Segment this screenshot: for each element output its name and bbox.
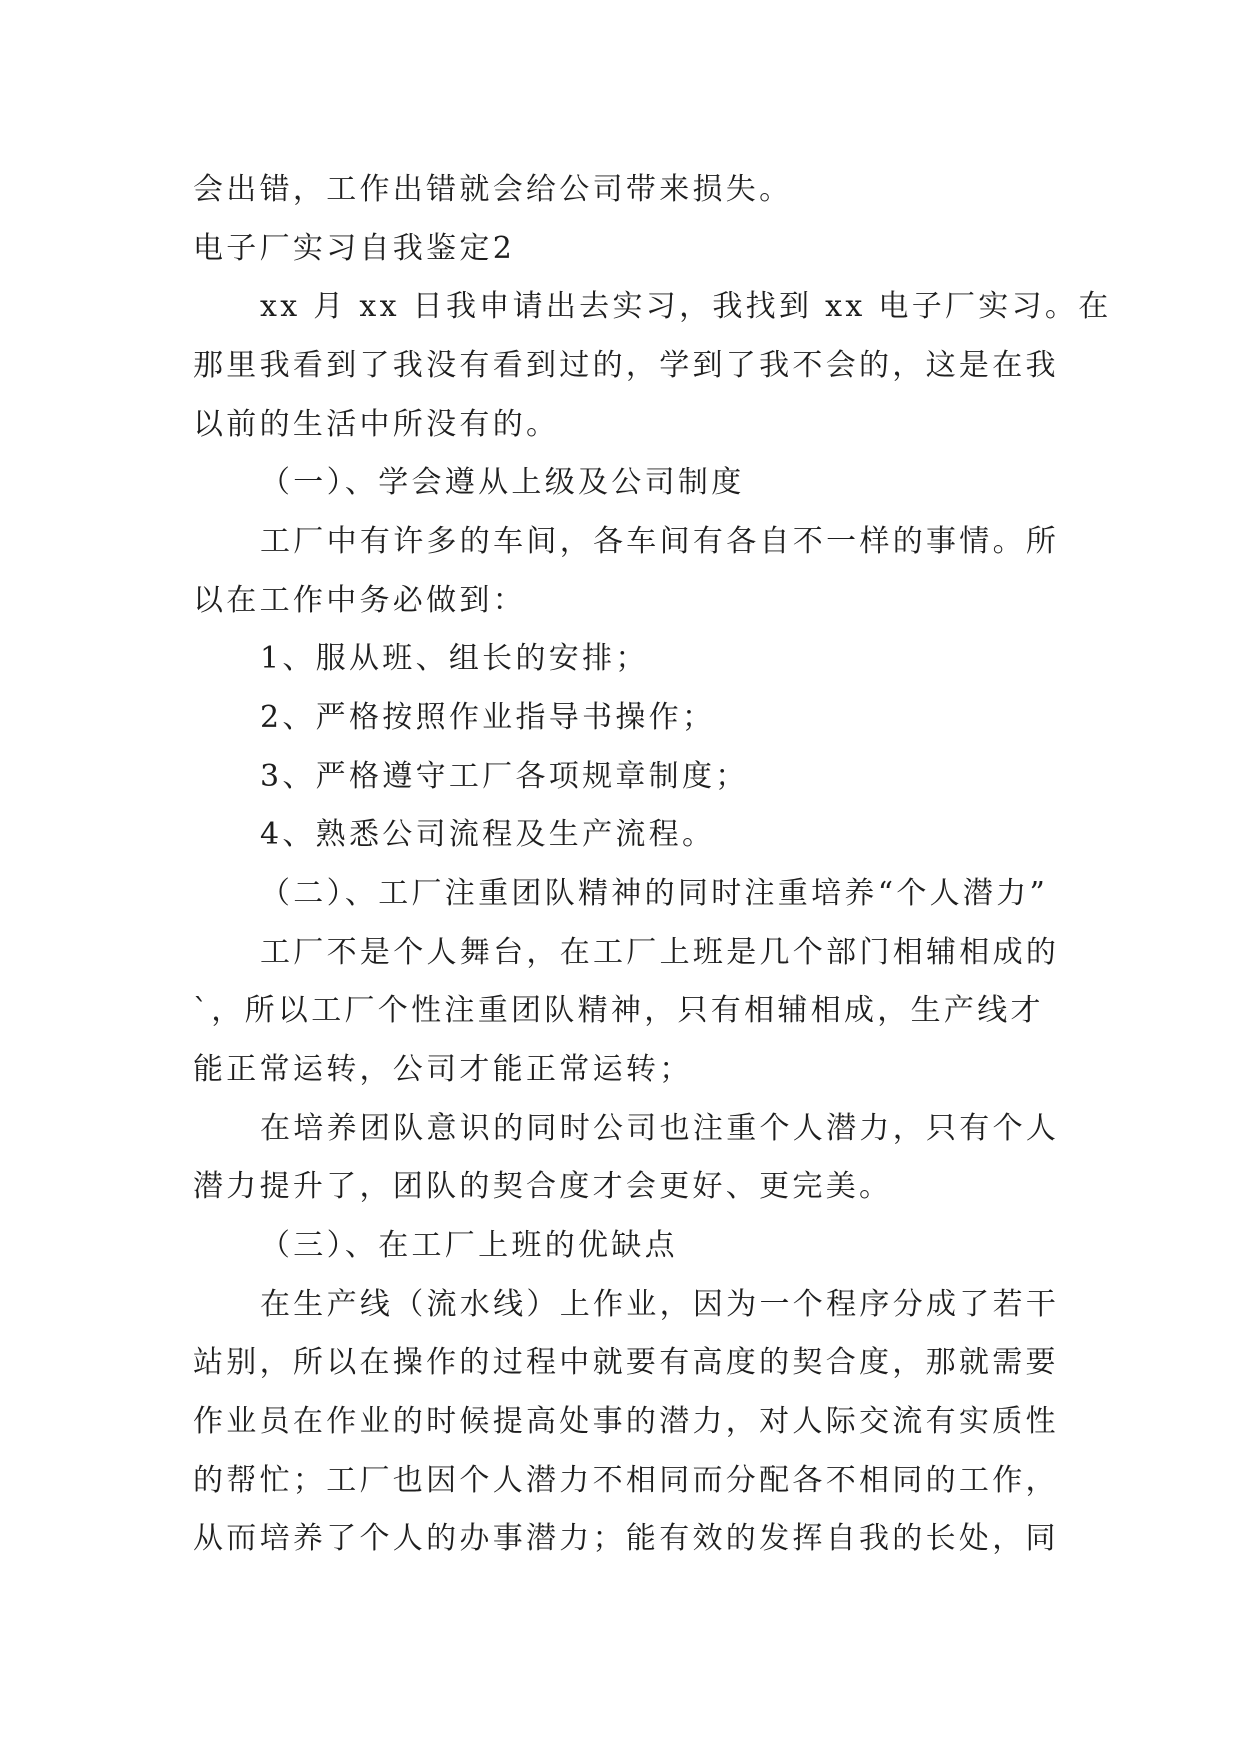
paragraph-first-line: 在培养团队意识的同时公司也注重个人潜力，只有个人 bbox=[260, 1111, 1060, 1146]
paragraph-first-line: xx 月 xx 日我申请出去实习，我找到 xx 电子厂实习。在 bbox=[260, 289, 1112, 324]
text-line: 的帮忙；工厂也因个人潜力不相同而分配各不相同的工作， bbox=[193, 1463, 1059, 1498]
paragraph-first-line: 工厂不是个人舞台，在工厂上班是几个部门相辅相成的 bbox=[260, 935, 1060, 970]
list-item: 2、严格按照作业指导书操作； bbox=[260, 700, 716, 735]
text-line: `，所以工厂个性注重团队精神，只有相辅相成，生产线才 bbox=[193, 993, 1044, 1028]
text-line: 潜力提升了，团队的契合度才会更好、更完美。 bbox=[193, 1169, 893, 1204]
text-line: 作业员在作业的时候提高处事的潜力，对人际交流有实质性 bbox=[193, 1404, 1059, 1439]
text-line: 能正常运转，公司才能正常运转； bbox=[193, 1052, 693, 1087]
list-item: 1、服从班、组长的安排； bbox=[260, 641, 649, 676]
text-line: 以前的生活中所没有的。 bbox=[193, 407, 560, 442]
text-line: 以在工作中务必做到： bbox=[193, 583, 526, 618]
text-line: 会出错，工作出错就会给公司带来损失。 bbox=[193, 172, 793, 207]
list-item: 4、熟悉公司流程及生产流程。 bbox=[260, 817, 716, 852]
text-line: 那里我看到了我没有看到过的，学到了我不会的，这是在我 bbox=[193, 348, 1059, 383]
subheading-3: （三）、在工厂上班的优缺点 bbox=[260, 1228, 678, 1263]
paragraph-first-line: 工厂中有许多的车间，各车间有各自不一样的事情。所 bbox=[260, 524, 1060, 559]
text-line: 从而培养了个人的办事潜力；能有效的发挥自我的长处，同 bbox=[193, 1521, 1059, 1556]
subheading-1: （一）、学会遵从上级及公司制度 bbox=[260, 465, 745, 500]
subheading-2: （二）、工厂注重团队精神的同时注重培养“个人潜力” bbox=[260, 876, 1049, 911]
paragraph-first-line: 在生产线（流水线）上作业，因为一个程序分成了若干 bbox=[260, 1287, 1060, 1322]
section-title: 电子厂实习自我鉴定2 bbox=[193, 231, 516, 266]
text-line: 站别，所以在操作的过程中就要有高度的契合度，那就需要 bbox=[193, 1345, 1059, 1380]
list-item: 3、严格遵守工厂各项规章制度； bbox=[260, 759, 749, 794]
